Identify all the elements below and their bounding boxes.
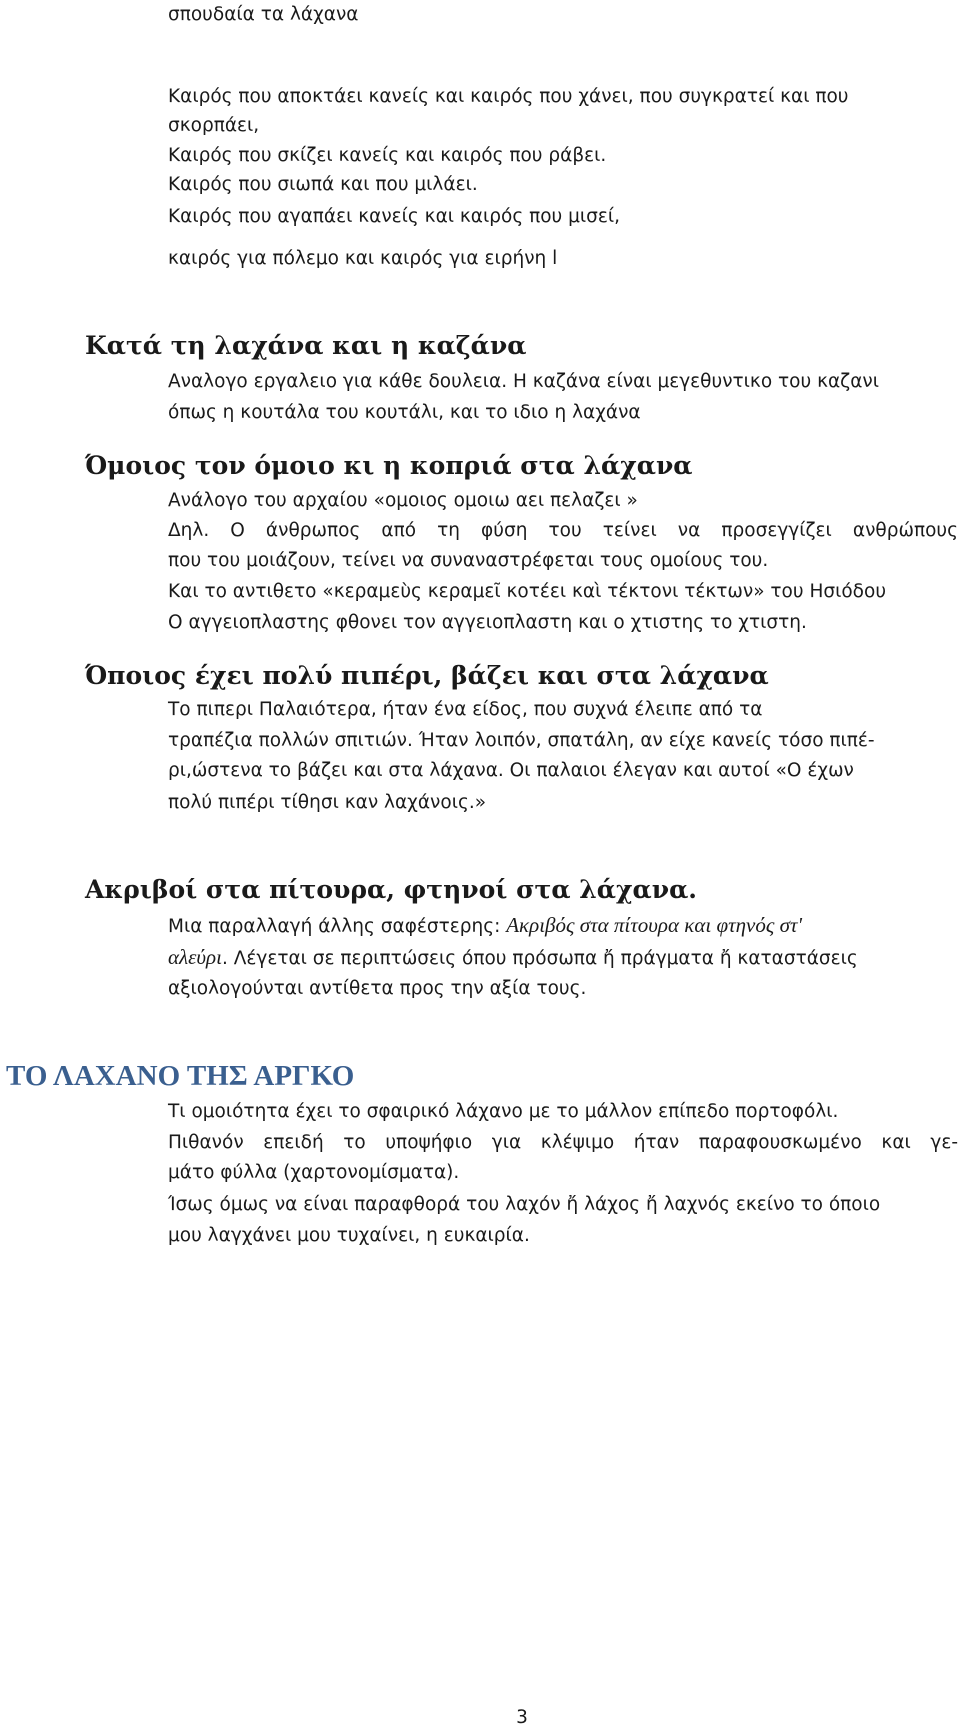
poem-line: Καιρός που αγαπάει κανείς και καιρός που μισεί,: [168, 206, 621, 227]
body-line: όπως η κουτάλα του κουτάλι, και το ιδιο η λαχάνα: [168, 402, 641, 423]
poem-line: Καιρός που αποκτάει κανείς και καιρός που χάνει, που συγκρατεί και που: [168, 86, 849, 107]
italic-quote: Ακριβός στα πίτουρα και φτηνός στ': [506, 913, 802, 937]
body-line: Τι ομοιότητα έχει το σφαιρικό λάχανο με το μάλλον επίπεδο πορτοφόλι.: [168, 1101, 839, 1122]
poem-line: καιρός για πόλεμο και καιρός για ειρήνη l: [168, 248, 558, 269]
poem-line: Καιρός που σιωπά και που μιλάει.: [168, 174, 478, 195]
body-line: Πιθανόν επειδή το υποψήφιο για κλέψιμο ήταν παραφουσκωμένο και γε-: [168, 1132, 958, 1153]
body-line: που του μοιάζουν, τείνει να συναναστρέφεται τους ομοίους του.: [168, 550, 769, 571]
body-text: . Λέγεται σε περιπτώσεις όπου πρόσωπα ἤ πράγματα ἤ καταστάσεις: [221, 948, 858, 969]
body-line: τραπέζια πολλών σπιτιών. Ήταν λοιπόν, σπατάλη, αν είχε κανείς τόσο πιπέ-: [168, 730, 875, 751]
body-text: Μια παραλλαγή άλλης σαφέστερης:: [168, 916, 507, 937]
body-line: ρι,ώστενα το βάζει και στα λάχανα. Οι παλαιοι έλεγαν και αυτοί «Ο έχων: [168, 760, 854, 781]
body-line: [168, 944, 858, 972]
body-line: Δηλ. Ο άνθρωπος από τη φύση του τείνει να προσεγγίζει ανθρώπους: [168, 520, 958, 541]
body-line: πολύ πιπέρι τίθησι καν λαχάνοις.»: [168, 792, 487, 813]
poem-line: Καιρός που σκίζει κανείς και καιρός που ράβει.: [168, 145, 607, 166]
body-line: Ο αγγειοπλαστης φθονει τον αγγειοπλαστη και ο χτιστης το χτιστη.: [168, 612, 807, 633]
poem-line: σκορπάει,: [168, 115, 260, 136]
italic-quote: αλεύρι: [168, 945, 222, 969]
section-heading: Κατά τη λαχάνα και η καζάνα: [85, 331, 527, 360]
section-heading-argot: ΤΟ ΛΑΧΑΝΟ ΤΗΣ ΑΡΓΚΟ: [6, 1060, 355, 1092]
section-heading: Όμοιος τον όμοιο κι η κοπριά στα λάχανα: [85, 451, 693, 480]
body-line: Αναλογο εργαλειο για κάθε δουλεια. Η καζάνα είναι μεγεθυντικο του καζανι: [168, 371, 880, 392]
section-heading: Όποιος έχει πολύ πιπέρι, βάζει και στα λάχανα: [85, 661, 769, 690]
body-line: Και το αντιθετο «κεραμεὺς κεραμεῖ κοτέει καὶ τέκτονι τέκτων» του Ησιόδου: [168, 581, 887, 602]
body-line: μου λαγχάνει μου τυχαίνει, η ευκαιρία.: [168, 1225, 530, 1246]
top-fragment: σπουδαία τα λάχανα: [168, 4, 359, 25]
section-heading: Ακριβοί στα πίτουρα, φτηνοί στα λάχανα.: [85, 875, 698, 904]
body-line: Ίσως όμως να είναι παραφθορά του λαχόν ἤ λάχος ἤ λαχνός εκείνο το όποιο: [168, 1194, 881, 1215]
page-number: 3: [516, 1707, 528, 1728]
body-line: αξιολογούνται αντίθετα προς την αξία τους.: [168, 978, 587, 999]
body-line: Το πιπερι Παλαιότερα, ήταν ένα είδος, που συχνά έλειπε από τα: [168, 699, 763, 720]
body-line: Ανάλογο του αρχαίου «ομοιος ομοιω αει πελαζει »: [168, 490, 638, 511]
body-line: μάτο φύλλα (χαρτονομίσματα).: [168, 1162, 460, 1183]
body-line: [168, 912, 802, 940]
